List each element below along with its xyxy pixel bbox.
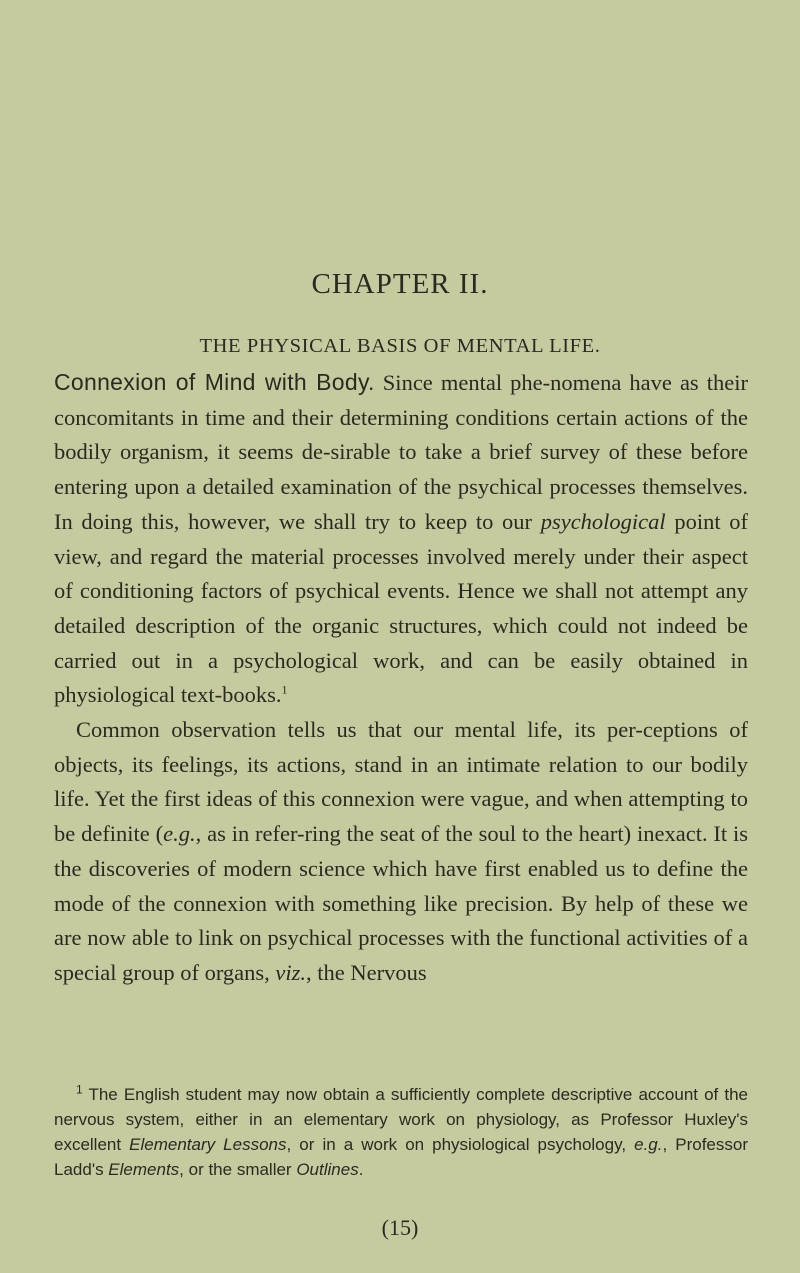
paragraph-2-text-c: , the Nervous [306, 959, 427, 985]
footnote-text-c: , Professor Ladd's [54, 1135, 748, 1179]
body-text [54, 365, 748, 991]
footnote-text-e: . [358, 1160, 364, 1179]
paragraph-lead-heading: Connexion of Mind with Body. [54, 369, 375, 395]
paragraph-1-italic-a: psychological [540, 508, 666, 534]
section-heading: THE PHYSICAL BASIS OF MENTAL LIFE. [199, 335, 601, 357]
chapter-heading: CHAPTER II. [311, 268, 489, 300]
footnote-reference: 1 [281, 682, 288, 697]
paragraph-2 [54, 713, 748, 991]
footnote [54, 1082, 748, 1182]
paragraph-1-text-b: point of view, and regard the material processes involved merely under their aspect of conditioning factors of psychical events. Hence we shall not attempt any detailed description of the organic structures, which could not indeed be carried out in a psychological work, and can be easily obtained in physiological text-books. [54, 508, 748, 708]
footnote-italic-b: e.g. [634, 1135, 663, 1154]
paragraph-1 [54, 365, 748, 713]
paragraph-2-text-a: Common observation tells us that our mental life, its per-ceptions of objects, its feelings, its actions, stand in an intimate relation to our bodily life. Yet the first ideas of this connexion were vague, and when attempting to be definite ( [54, 717, 748, 847]
footnote-italic-a: Elementary Lessons [129, 1135, 287, 1154]
footnote-italic-c: Elements [108, 1160, 180, 1179]
paragraph-2-italic-a: e.g. [163, 821, 196, 847]
footnote-italic-d: Outlines [296, 1160, 359, 1179]
paragraph-2-text-b: , as in refer-ring the seat of the soul to the heart) inexact. It is the discoveries of modern science which have first enabled us to define the mode of the connexion with something like precision. By help of these we are now able to link on psychical processes with the functional activities of a special group of organs, [54, 821, 748, 985]
footnote-text-b: , or in a work on physiological psychology, [286, 1135, 635, 1154]
page-number: (15) [381, 1215, 419, 1240]
footnote-text-d: , or the smaller [179, 1160, 297, 1179]
paragraph-1-text-a: Since mental phe-nomena have as their concomitants in time and their determining conditions certain actions of the bodily organism, it seems de-sirable to take a brief survey of these before entering upon a detailed examination of the psychical processes themselves. In doing this, however, we shall try to keep to our [54, 370, 748, 534]
footnote-text-a: The English student may now obtain a sufficiently complete descriptive account of the nervous system, either in an elementary work on physiology, as Professor Huxley's excellent [54, 1085, 748, 1154]
footnote-marker: 1 [76, 1082, 83, 1097]
paragraph-2-italic-b: viz. [275, 959, 307, 985]
